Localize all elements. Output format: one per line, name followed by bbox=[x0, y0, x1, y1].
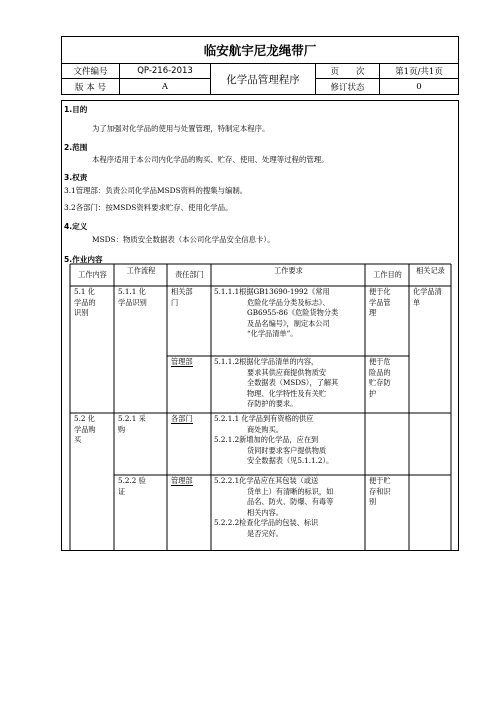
cell-line: 及品名编号》，制定本公司 bbox=[247, 318, 330, 328]
row-5-2-2-flow bbox=[118, 476, 146, 497]
cell-line: 5.2.1.1 化学品到有资格的供应 bbox=[214, 414, 314, 423]
row-5-1-content bbox=[74, 287, 96, 319]
row-5-2-1-requirement bbox=[214, 414, 333, 467]
col-header-purpose bbox=[366, 265, 409, 286]
cell-line: 要求其供应商提供物质安 bbox=[247, 367, 327, 377]
row-5-2-content bbox=[74, 414, 96, 446]
revision-label: 修订状态 bbox=[330, 82, 365, 93]
cell-line: 存防护的要求。 bbox=[247, 399, 298, 409]
row-5-1-1-2-requirement bbox=[214, 357, 338, 410]
cell-line: 别 bbox=[369, 497, 377, 507]
cell-line: 相关内容。 bbox=[247, 507, 283, 517]
col-header-dept bbox=[168, 265, 211, 286]
cell-line: 5.1 化 bbox=[74, 287, 95, 296]
section-1-text: 为了加强对化学品的使用与处置管理，特制定本程序。 bbox=[92, 124, 270, 133]
row-5-2-2-requirement bbox=[214, 476, 333, 540]
cell-line: 识别 bbox=[74, 308, 89, 318]
row-5-2-1-flow bbox=[118, 414, 146, 435]
cell-line: 门 bbox=[171, 297, 179, 307]
cell-line: 便于危 bbox=[369, 357, 391, 366]
cell-line: 5.2.1.2新增加的化学品，应在到 bbox=[214, 435, 319, 445]
row-5-1-1-1-dept bbox=[171, 287, 193, 308]
cell-line: 理 bbox=[369, 308, 377, 318]
cell-line: 护 bbox=[369, 388, 377, 398]
row-5-2-1-dept bbox=[171, 414, 193, 425]
cell-line: 物理、化学特性及有关贮 bbox=[247, 388, 327, 398]
section-3-item-1: 3.1管理部：负责公司化学品MSDS资料的搜集与编制。 bbox=[64, 186, 248, 195]
row-5-1-1-2-dept bbox=[171, 357, 193, 368]
section-5-title: 5.作业内容 bbox=[64, 255, 103, 264]
cell-line: 便于贮 bbox=[369, 476, 391, 485]
cell-line: 险品的 bbox=[369, 367, 391, 377]
section-3-item-2: 3.2各部门：按MSDS资料要求贮存、使用化学品。 bbox=[64, 203, 233, 212]
col-header-content-text: 工作内容 bbox=[78, 270, 107, 280]
revision-value: 0 bbox=[416, 81, 422, 92]
page-label: 页 次 bbox=[330, 67, 365, 77]
col-header-purpose-text: 工作目的 bbox=[373, 270, 402, 280]
col-header-record: 相关记录 bbox=[416, 265, 445, 275]
col-header-requirement: 工作要求 bbox=[274, 265, 303, 275]
document-title: 化学品管理程序 bbox=[226, 73, 300, 86]
cell-line: 5.2.1 采 bbox=[118, 414, 146, 423]
cell-line: 学品识别 bbox=[118, 297, 147, 307]
cell-line: 危险化学品分类及标志》、 bbox=[247, 297, 330, 307]
cell-line: 证 bbox=[118, 486, 126, 496]
cell-line: 5.1.1 化 bbox=[118, 287, 146, 296]
cell-line: 相关部 bbox=[171, 287, 193, 296]
cell-line: 货单上）有清晰的标识，如 bbox=[247, 486, 334, 496]
section-2-title: 2.范围 bbox=[64, 143, 88, 152]
cell-line: 贮存防 bbox=[369, 378, 391, 388]
row-5-2-2-purpose bbox=[369, 476, 391, 508]
version-label: 版 本 号 bbox=[75, 82, 106, 93]
section-1-title: 1.目的 bbox=[64, 105, 88, 114]
section-4-text: MSDS：物质安全数据表（本公司化学品安全信息卡）。 bbox=[92, 235, 275, 244]
row-5-1-1-flow bbox=[118, 287, 147, 308]
cell-line: 学品的 bbox=[74, 297, 96, 307]
section-3-title: 3.权责 bbox=[64, 173, 88, 182]
version-value: A bbox=[161, 81, 169, 92]
row-5-1-1-1-requirement bbox=[214, 287, 338, 340]
cell-line: 存和识 bbox=[369, 486, 391, 496]
cell-line: 化学品清 bbox=[413, 287, 442, 296]
cell-line: 商处购买。 bbox=[247, 424, 283, 434]
cell-line: 货同时要求客户提供物质 bbox=[247, 445, 327, 455]
cell-line: 管理部 bbox=[171, 357, 193, 366]
cell-line: 是否完好。 bbox=[247, 528, 283, 538]
doc-number-label: 文件编号 bbox=[73, 67, 108, 77]
doc-number: QP-216-2013 bbox=[137, 66, 193, 76]
cell-line: 5.2.2.2检查化学品的包装、标识 bbox=[214, 518, 319, 528]
cell-line: 5.2 化 bbox=[74, 414, 95, 423]
cell-line: 便于化 bbox=[369, 287, 391, 296]
cell-line: 购 bbox=[118, 424, 126, 434]
col-header-content bbox=[71, 265, 114, 286]
cell-line: 品名、防火、防爆、有毒等 bbox=[247, 497, 334, 507]
cell-line: 管理部 bbox=[171, 476, 193, 485]
cell-line: 单 bbox=[413, 297, 421, 307]
row-5-1-record bbox=[413, 287, 442, 308]
cell-line: 全数据表（MSDS），了解其 bbox=[247, 378, 339, 388]
cell-line: “化学品清单”。 bbox=[247, 329, 298, 339]
cell-line: 各部门 bbox=[171, 414, 193, 423]
col-header-dept-text: 责任部门 bbox=[175, 270, 204, 280]
cell-line: 5.2.2.1化学品应在其包装（或送 bbox=[214, 476, 319, 485]
col-header-flow: 工作流程 bbox=[126, 265, 156, 275]
page-value: 第1页/共1页 bbox=[395, 67, 443, 77]
row-5-1-1-2-purpose bbox=[369, 357, 391, 399]
cell-line: 安全数据表（见5.1.1.2）。 bbox=[247, 456, 334, 466]
cell-line: 5.1.1.1根据GB13690-1992《常用 bbox=[214, 287, 330, 296]
section-4-title: 4.定义 bbox=[64, 222, 88, 231]
row-5-2-2-dept bbox=[171, 476, 193, 487]
row-5-1-1-1-purpose bbox=[369, 287, 391, 319]
cell-line: 5.1.1.2根据化学品清单的内容， bbox=[214, 357, 319, 366]
cell-line: 学品管 bbox=[369, 297, 391, 307]
cell-line: 5.2.2 验 bbox=[118, 476, 146, 485]
section-2-text: 本程序适用于本公司内化学品的购买、贮存、使用、处理等过程的管理。 bbox=[92, 155, 329, 164]
cell-line: 买 bbox=[74, 435, 82, 445]
company-name: 临安航宇尼龙绳带厂 bbox=[203, 43, 317, 58]
cell-line: GB6955-86《危险货物分类 bbox=[247, 308, 339, 318]
cell-line: 学品购 bbox=[74, 424, 96, 434]
